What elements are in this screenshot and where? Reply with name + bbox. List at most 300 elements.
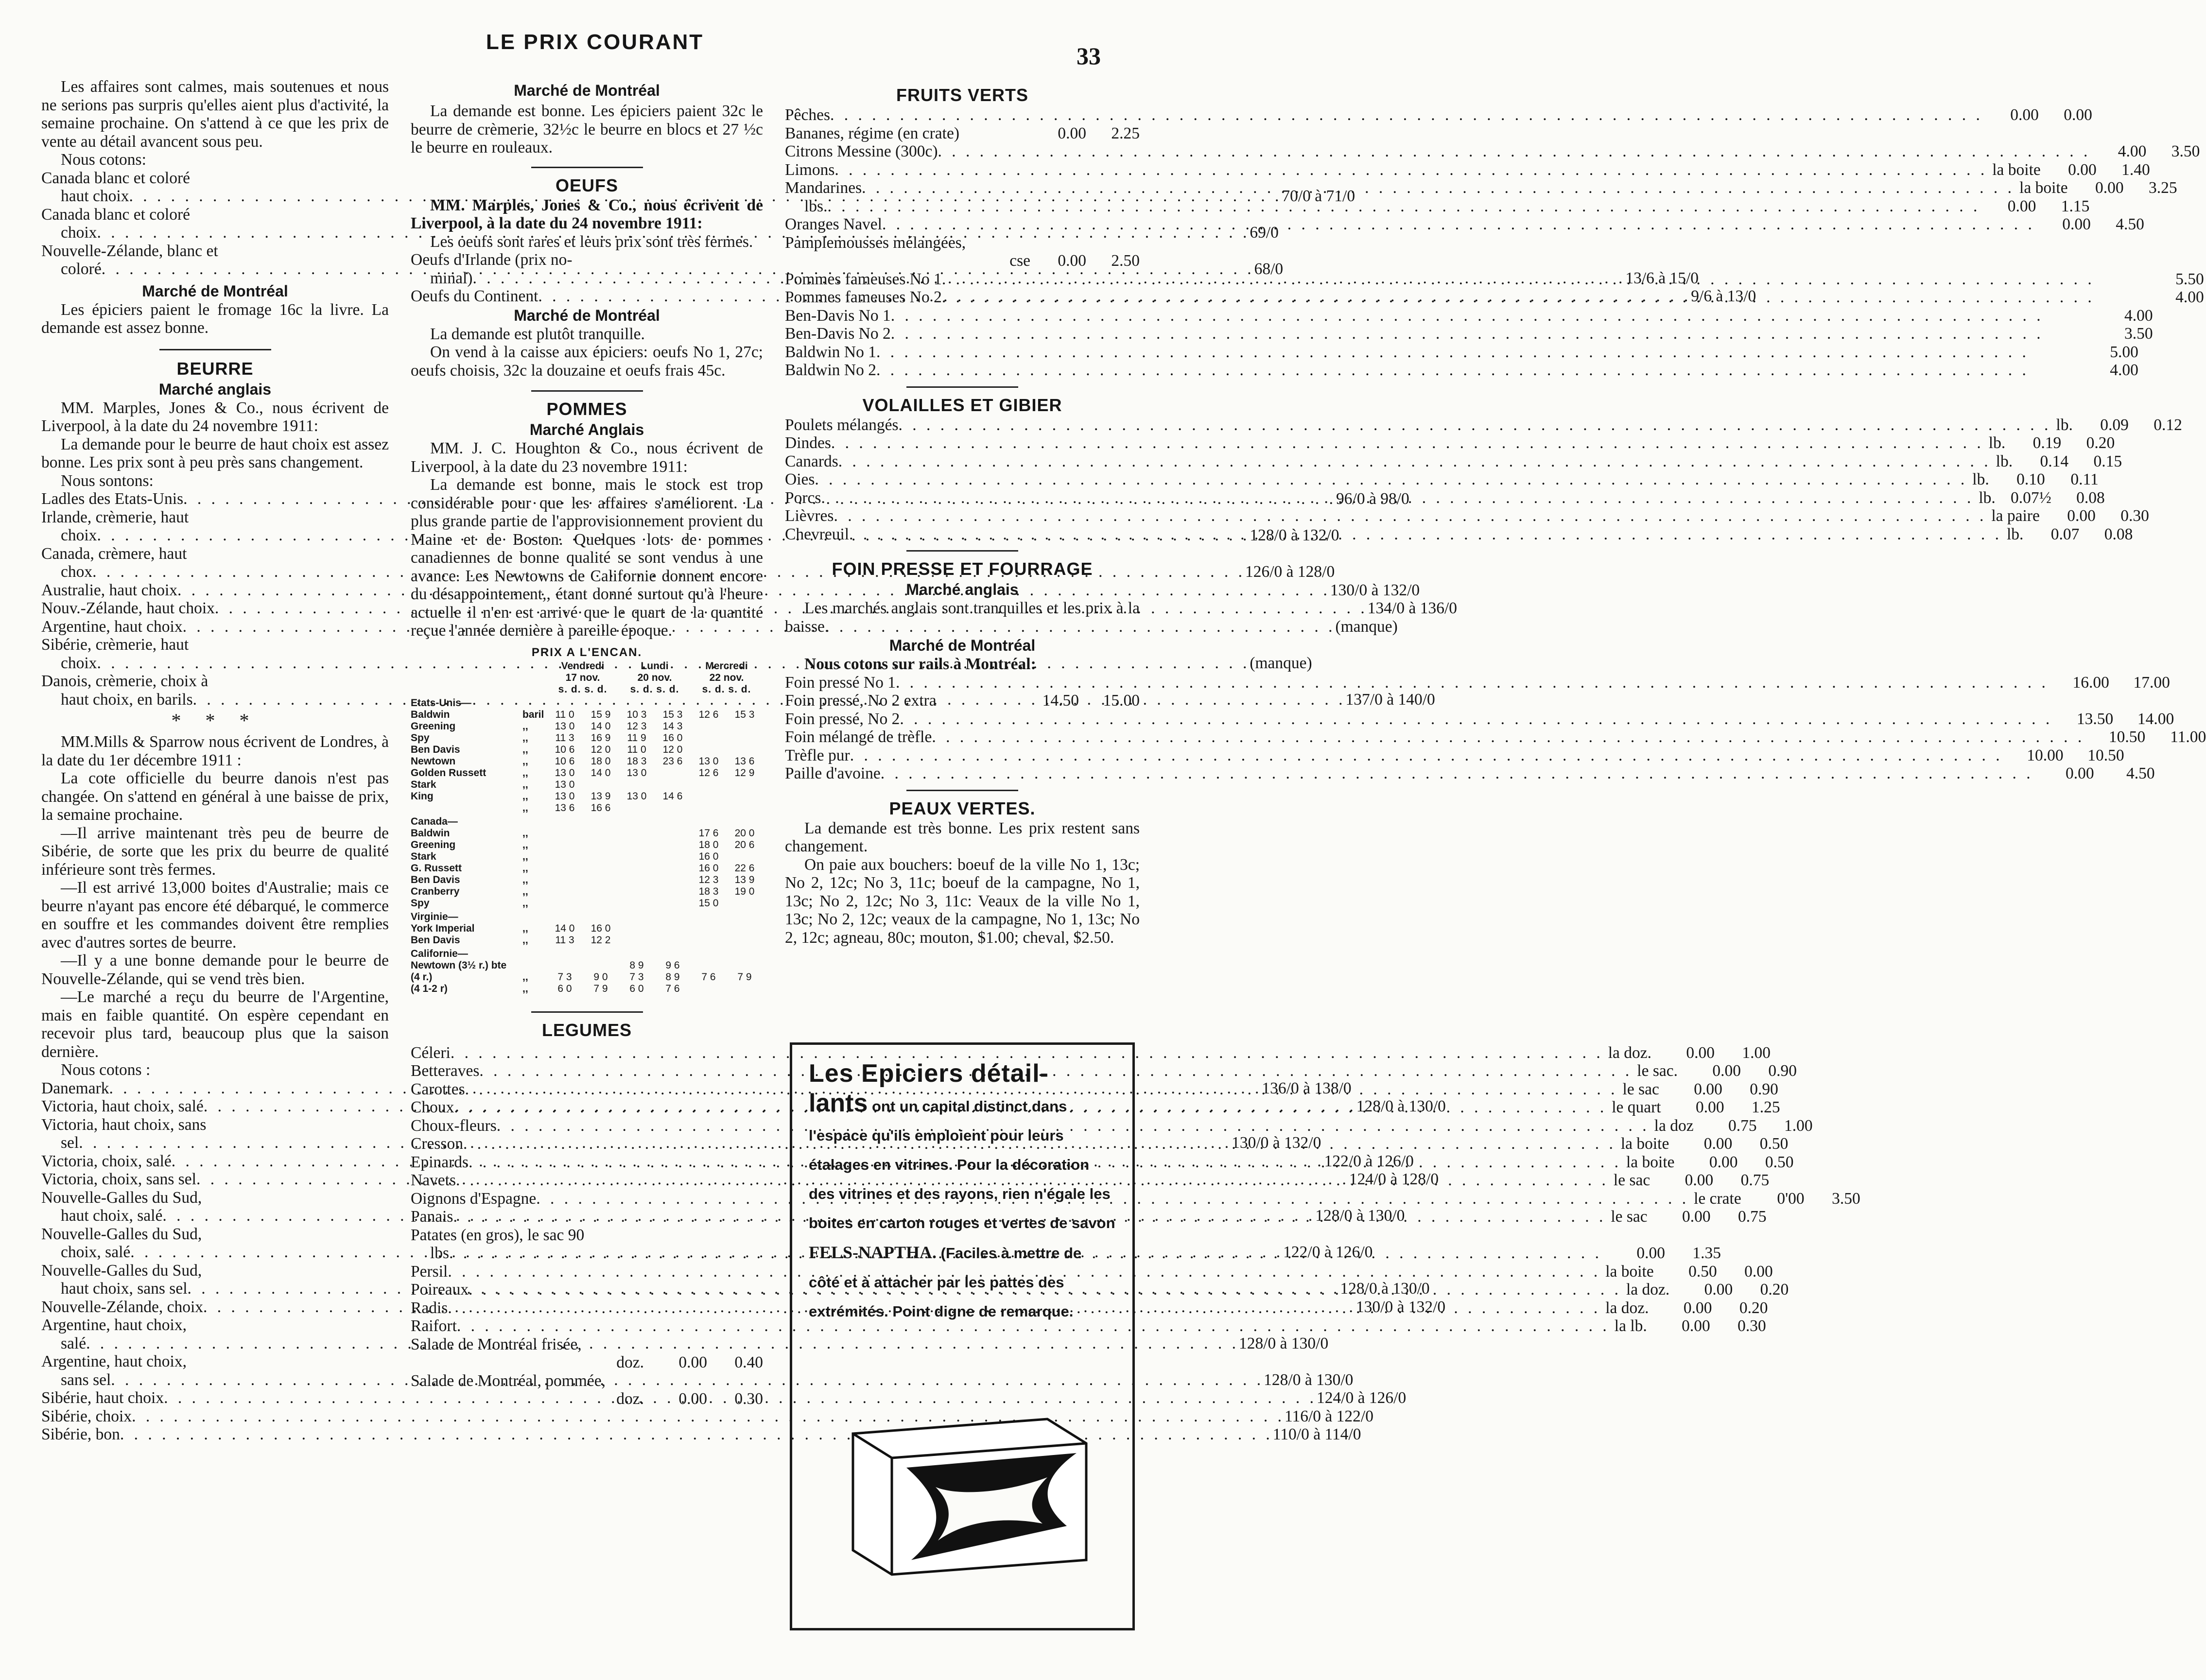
auction-price — [655, 886, 691, 898]
auction-price — [655, 839, 691, 851]
ad-headline-line-1: Les Epiciers détail- — [809, 1059, 1049, 1088]
butter-item-text: salé — [61, 1334, 87, 1352]
legume-item-unit: doz. — [616, 1390, 644, 1408]
legume-item-price-high: 3.50 — [1832, 1189, 1860, 1208]
foin-item-price-high: 4.50 — [2126, 764, 2155, 782]
butter-item-price: 122/0 à 126/0 — [1283, 1243, 1373, 1261]
auction-price — [583, 851, 619, 863]
auction-price — [547, 863, 583, 874]
butter-item-text: chox — [61, 563, 93, 581]
auction-unit-mark: ,, — [522, 767, 528, 779]
legume-item-label: Navets — [411, 1171, 456, 1189]
auction-price — [691, 935, 727, 946]
volaille-item-unit: la paire — [1991, 507, 2040, 525]
auction-price — [655, 802, 691, 814]
fruit-item-label: Baldwin No 2 — [785, 361, 876, 379]
legume-item-label: Persil — [411, 1262, 448, 1281]
auction-day: Mercredi — [705, 660, 748, 672]
auction-day: Vendredi — [561, 660, 605, 672]
legume-item-price-high: 0.40 — [734, 1353, 763, 1371]
auction-row — [411, 802, 763, 814]
legume-item-price-low: 0.00 — [1712, 1062, 1741, 1080]
auction-price: 13 0 — [626, 767, 647, 779]
butter-item-text: Nouvelle-Galles du Sud, — [41, 1225, 202, 1243]
foin-item-label: Foin pressé, No 2 extra — [785, 692, 937, 710]
auction-price: 12 3 — [626, 720, 647, 732]
legume-item-price-high: 0.30 — [734, 1390, 763, 1408]
auction-unit-mark: ,, — [522, 971, 528, 983]
cheese-montreal-heading: Marché de Montréal — [142, 282, 288, 300]
fruit-item-row — [785, 197, 2090, 216]
auction-variety: G. Russett — [411, 862, 462, 874]
legume-item-unit: la doz. — [1608, 1043, 1652, 1062]
fruit-item-label: Baldwin No 1 — [785, 343, 876, 361]
butter-item-text: haut choix, en barils — [61, 690, 193, 709]
auction-price — [655, 923, 691, 935]
legume-item-label: Salade de Montréal frisée, — [411, 1335, 582, 1353]
fruit-item-price-low: 0.00 — [2068, 160, 2097, 179]
volaille-item-row — [785, 470, 2099, 489]
auction-price — [583, 828, 619, 839]
volaille-item-label: Oies — [785, 470, 815, 488]
auction-price — [727, 732, 763, 744]
fruit-item-price-low: 0.00 — [1058, 252, 1086, 270]
auction-price: 13 0 — [698, 755, 719, 767]
auction-price: 16 0 — [698, 862, 719, 874]
eggs-item-price: 13/6 à 15/0 — [1625, 269, 1699, 287]
auction-price: 8 9 — [665, 971, 680, 983]
auction-row — [411, 960, 763, 971]
legume-item-label: Epinards — [411, 1153, 469, 1171]
auction-price: 13 6 — [734, 755, 755, 767]
legume-item-unit: la boite — [1626, 1153, 1675, 1171]
butter-item-text: Sibérie, haut choix — [41, 1389, 164, 1407]
peaux-heading: PEAUX VERTES. — [889, 798, 1036, 818]
butter-item-text: Nouvelle-Galles du Sud, — [41, 1188, 202, 1207]
auction-variety: Stark — [411, 850, 436, 862]
legume-item-price-high: 0.90 — [1768, 1062, 1797, 1080]
foin-cotons: Nous cotons sur rails à Montréal: — [804, 655, 1036, 673]
auction-row — [411, 851, 763, 863]
auction-price: 7 9 — [593, 983, 608, 994]
legume-item-price-low: 0.50 — [1688, 1262, 1717, 1281]
auction-price: 10 6 — [555, 755, 575, 767]
auction-price: 11 0 — [627, 744, 646, 755]
volaille-item-price-high: 0.15 — [2093, 452, 2122, 470]
legume-item-row — [411, 1335, 763, 1354]
butter-item-row — [41, 1425, 1361, 1444]
fruit-item-label: Bananes, régime (en crate) — [785, 124, 959, 142]
auction-date-headers — [411, 672, 763, 684]
legume-item-label: Poireaux — [411, 1281, 469, 1299]
legume-item-label: Cresson — [411, 1135, 463, 1153]
legume-item-unit: la doz. — [1626, 1281, 1670, 1299]
foin-montreal-heading: Marché de Montréal — [889, 637, 1036, 654]
legume-item-row — [411, 1262, 1773, 1281]
fruit-item-row — [785, 142, 2200, 161]
auction-price — [691, 744, 727, 756]
volaille-item-leader — [899, 416, 2051, 434]
butter-item-text: Sibérie, bon — [41, 1425, 120, 1443]
auction-price — [655, 851, 691, 863]
foin-item-price-high: 11.00 — [2170, 728, 2206, 746]
cheese-item-label — [41, 242, 389, 260]
mills-paragraph-2: La cote officielle du beurre danois n'est pas changée. On s'attend en général à une baisse de prix, la semaine prochaine. — [41, 769, 389, 824]
butter-item-text: sans sel — [61, 1370, 111, 1389]
butter-item-text: Australie, haut choix — [41, 581, 178, 599]
fruit-item-price-low: 0.00 — [2062, 215, 2091, 233]
auction-price — [727, 791, 763, 802]
auction-row — [411, 863, 763, 874]
eggs-item-label — [411, 251, 763, 269]
auction-variety: Baldwin — [411, 709, 450, 720]
butter-item-price: 130/0 à 132/0 — [1355, 1298, 1446, 1316]
auction-price — [727, 960, 763, 971]
page-number: 33 — [1077, 42, 1101, 69]
legume-item-unit: le quart — [1612, 1098, 1661, 1116]
auction-price: 13 0 — [626, 790, 647, 802]
auction-price: 6 0 — [557, 983, 572, 994]
auction-unit-mark: ,, — [522, 983, 528, 994]
auction-unit-mark: ,, — [522, 922, 528, 934]
legume-item-price-low: 0.00 — [1636, 1244, 1665, 1262]
cotons-label: Nous cotons: — [61, 151, 146, 169]
fruit-item-price-high: 5.50 — [2175, 270, 2204, 288]
auction-price — [619, 779, 655, 791]
auction-variety: Golden Russett — [411, 767, 486, 779]
auction-day: Lundi — [641, 660, 669, 672]
auction-price: 7 9 — [737, 971, 752, 983]
auction-unit: s. d. s. d. — [558, 683, 608, 695]
auction-unit-mark: ,, — [522, 802, 528, 814]
auction-row — [411, 971, 763, 983]
fruit-item-row — [785, 343, 2138, 362]
cheese-item-text: coloré — [61, 260, 102, 278]
butter-item-label — [41, 545, 389, 563]
auction-row — [411, 898, 763, 909]
auction-price: 11 9 — [627, 732, 646, 744]
section-rule — [906, 790, 1018, 791]
auction-price: 15 3 — [662, 709, 683, 720]
cheese-item-label — [41, 206, 389, 224]
legume-item-price-high: 0.50 — [1765, 1153, 1794, 1171]
auction-price: 13 0 — [555, 779, 575, 790]
auction-variety: Spy — [411, 732, 430, 744]
auction-price: 14 0 — [591, 767, 611, 779]
butter-item-text: Nouvelle-Zélande, choix — [41, 1298, 204, 1316]
auction-price: 14 0 — [591, 720, 611, 732]
soap-box-illustration — [834, 1404, 1096, 1589]
foin-item-price-high: 14.00 — [2137, 710, 2174, 728]
auction-price — [655, 767, 691, 779]
legume-item-price-high: 0.75 — [1740, 1171, 1770, 1189]
legume-item-price-high: 0.90 — [1750, 1080, 1778, 1098]
butter-item-label — [41, 1225, 389, 1244]
fruit-item-label: Limons — [785, 160, 835, 179]
cheese-intro: Les affaires sont calmes, mais soutenues et nous ne serions pas surpris qu'elles aient plus d'activité, la semaine prochaine. On s'attend à ce que les prix de vente au détail avancent sous peu. — [41, 78, 389, 151]
oeufs-montreal-heading: Marché de Montréal — [514, 306, 660, 324]
butter-item-price: 128/0 à 130/0 — [1238, 1334, 1329, 1352]
fruit-item-price-high: 5.00 — [2110, 343, 2138, 361]
fruit-item-leader — [876, 343, 2029, 362]
fruit-item-label: Ben-Davis No 2 — [785, 325, 891, 343]
auction-row — [411, 923, 763, 935]
auction-price: 12 0 — [662, 744, 683, 755]
volaille-item-leader — [821, 489, 1974, 507]
auction-price — [727, 923, 763, 935]
pommes-paragraph-2: La demande est bonne, mais le stock est trop considérable pour que les affaires s'améliorent. La plus grande partie de l'approvisionnement provient du Maine et de Boston. Quelques lots de pommes canadiennes de bonne qualité se sont vendus à une avance. Les Newtowns de Californie donnent encore du désappointement,, étant donné surtout qu'à l'heure actuelle il n'en est arrivé que le quart de la quantité reçue l'année dernière à pareille époque. — [411, 476, 763, 640]
auction-price — [547, 828, 583, 839]
auction-row — [411, 828, 763, 839]
volaille-item-price-high: 0.20 — [2086, 434, 2115, 452]
fruit-item-label: Pommes fameuses No 2 — [785, 288, 942, 306]
legume-item-price-low: 0.00 — [1704, 1281, 1733, 1299]
auction-price: 14 0 — [555, 922, 575, 934]
auction-price: 13 9 — [591, 790, 611, 802]
auction-price — [727, 721, 763, 732]
auction-row — [411, 721, 763, 732]
butter-item-text: Danois, crèmerie, choix à — [41, 672, 208, 690]
butter-item-text: Nouv.-Zélande, haut choix — [41, 599, 215, 617]
auction-price — [727, 898, 763, 909]
cheese-montreal-text: Les épiciers paient le fromage 16c la livre. La demande est assez bonne. — [41, 300, 389, 337]
fruit-item-price-low: 0.00 — [2095, 179, 2124, 197]
auction-variety: Baldwin — [411, 827, 450, 839]
fruit-item-label: Ben-Davis No 1 — [785, 306, 891, 325]
auction-variety: York Imperial — [411, 922, 475, 934]
auction-price — [619, 828, 655, 839]
auction-price: 13 0 — [555, 767, 575, 779]
section-rule — [531, 390, 643, 392]
butter-item-price: 124/0 à 128/0 — [1349, 1170, 1439, 1188]
butter-item-label — [41, 1116, 389, 1134]
auction-price: 11 0 — [555, 709, 574, 720]
fruit-item-label: Citrons Messine (300c) — [785, 142, 938, 160]
beurre-heading: BEURRE — [176, 358, 254, 379]
auction-price: 12 9 — [734, 767, 755, 779]
foin-item-label: Foin pressé No 1 — [785, 673, 896, 692]
fruit-item-price-high: 4.00 — [2175, 288, 2204, 306]
legume-item-unit: la lb. — [1614, 1317, 1647, 1335]
section-stars: * * * — [171, 710, 259, 731]
butter-item-text: choix, salé — [61, 1243, 131, 1261]
legume-item-label: Choux — [411, 1098, 454, 1116]
auction-price: 16 6 — [591, 802, 611, 814]
auction-price — [583, 863, 619, 874]
butter-item-price: 124/0 à 126/0 — [1317, 1389, 1407, 1407]
legume-item-price-low: 0.00 — [678, 1353, 707, 1371]
foin-item-leader — [881, 764, 2033, 783]
auction-unit-mark: ,, — [522, 790, 528, 802]
peaux-paragraph-1: La demande est très bonne. Les prix restent sans changement. — [785, 819, 1140, 855]
fruit-item-price-high: 4.00 — [2124, 306, 2153, 325]
auction-price: 14 6 — [662, 790, 683, 802]
butter-item-price: 96/0 à 98/0 — [1336, 490, 1409, 508]
legume-item-row — [411, 1226, 763, 1245]
legume-item-price-low: 0.00 — [1682, 1208, 1711, 1226]
auction-price: 12 6 — [698, 709, 719, 720]
butter-montreal-text: La demande est bonne. Les épiciers paient 32c le beurre de crèmerie, 32½c le beurre en blocs et 27 ½c le beurre en rouleaux. — [411, 102, 763, 156]
butter-montreal-heading: Marché de Montréal — [514, 82, 660, 99]
auction-unit-mark: ,, — [522, 839, 528, 850]
legume-item-label: Oignons d'Espagne — [411, 1189, 537, 1208]
fruit-item-leader — [942, 270, 2095, 289]
auction-price — [583, 839, 619, 851]
butter-item-price: 128/0 à 132/0 — [1250, 526, 1339, 544]
legume-item-price-low: 0.00 — [1703, 1135, 1733, 1153]
foin-item-label: Foin mélangé de trèfle — [785, 728, 932, 746]
legume-item-label: Céleri — [411, 1043, 451, 1062]
volaille-item-label: Canards — [785, 452, 838, 470]
auction-unit: s. d. s. d. — [702, 683, 751, 695]
legume-item-price-high: 1.35 — [1692, 1244, 1721, 1262]
butter-item-price: 137/0 à 140/0 — [1345, 690, 1435, 709]
mills-paragraph-3: —Il arrive maintenant très peu de beurre de Sibérie, de sorte que les prix du beurre de qualité inférieure sont très fermes. — [41, 824, 389, 879]
volaille-item-unit: lb. — [1988, 434, 2006, 452]
auction-price: 13 6 — [555, 802, 575, 814]
butter-item-price: 136/0 à 138/0 — [1262, 1079, 1352, 1097]
butter-item-text: Sibérie, crèmerie, haut — [41, 636, 189, 654]
auction-price: 9 6 — [665, 959, 680, 971]
auction-row — [411, 744, 763, 756]
legume-item-label: Patates (en gros), le sac 90 — [411, 1226, 585, 1244]
volaille-item-unit: lb. — [2006, 525, 2024, 543]
auction-price — [583, 779, 619, 791]
fruit-item-price-high: 0.00 — [2064, 106, 2092, 124]
foin-anglais-heading: Marché anglais — [906, 581, 1019, 598]
butter-item-text: Ladles des Etats-Unis — [41, 490, 184, 508]
legume-item-price-low: 0.00 — [678, 1390, 707, 1408]
legume-item-label: Betteraves — [411, 1062, 480, 1080]
legume-item-unit: le crate — [1694, 1189, 1741, 1208]
auction-price — [691, 779, 727, 791]
auction-date: 22 nov. — [709, 672, 744, 683]
butter-item-price: 128/0 à 130/0 — [1264, 1370, 1354, 1389]
volailles-heading: VOLAILLES ET GIBIER — [862, 395, 1062, 415]
butter-item-text: Sibérie, choix — [41, 1407, 132, 1425]
auction-price: 12 3 — [698, 874, 719, 885]
butter-item-text: Argentine, haut choix — [41, 617, 183, 636]
auction-row — [411, 839, 763, 851]
fruit-item-unit: la boite — [2019, 179, 2068, 197]
auction-variety: Greening — [411, 839, 456, 850]
volaille-item-price-low: 0.07½ — [2011, 488, 2051, 507]
auction-price: 11 3 — [555, 934, 574, 946]
auction-price: 10 3 — [626, 709, 647, 720]
auction-price: 18 3 — [626, 755, 647, 767]
fruit-item-leader — [827, 197, 1980, 216]
fruit-item-leader — [891, 307, 2044, 325]
auction-price — [583, 886, 619, 898]
legume-item-price-low: 0.00 — [1686, 1043, 1715, 1062]
auction-price: 12 6 — [698, 767, 719, 779]
volaille-item-price-low: 0.07 — [2050, 525, 2080, 543]
auction-price: 16 0 — [662, 732, 683, 744]
auction-unit-mark: ,, — [522, 732, 528, 744]
fruit-item-leader — [830, 106, 1983, 124]
legume-item-label: Carottes — [411, 1080, 465, 1098]
auction-price — [547, 851, 583, 863]
auction-price: 18 3 — [698, 885, 719, 897]
foin-item-row — [785, 728, 2206, 746]
legume-item-label: Radis — [411, 1299, 448, 1317]
legume-item-price-high: 0.30 — [1737, 1317, 1766, 1335]
volaille-item-price-low: 0.10 — [2016, 470, 2045, 488]
legume-item-row — [411, 1317, 1766, 1335]
legume-item-price-high: 0.20 — [1760, 1281, 1789, 1299]
fruit-item-row — [785, 306, 2153, 325]
legume-item-row — [411, 1353, 763, 1372]
auction-price — [727, 744, 763, 756]
volaille-item-leader — [831, 434, 1984, 452]
section-rule — [531, 1011, 643, 1013]
auction-price: 13 9 — [734, 874, 755, 885]
legume-item-price-low: 0.00 — [1685, 1171, 1714, 1189]
auction-price: 8 9 — [629, 959, 644, 971]
legume-item-price-high: 1.00 — [1784, 1116, 1813, 1135]
eggs-item-price: 9/6 à 13/0 — [1691, 287, 1756, 305]
section-rule — [906, 550, 1018, 552]
legume-item-price-low: 0.75 — [1728, 1116, 1757, 1135]
fruit-item-price-low: 0.00 — [2010, 106, 2039, 124]
auction-price — [619, 898, 655, 909]
legume-item-label: Salade de Montréal, pommée, — [411, 1371, 606, 1390]
auction-variety: (4 1-2 r) — [411, 983, 448, 994]
fruit-item-row — [785, 106, 2092, 124]
volaille-item-unit: lb. — [1996, 452, 2013, 470]
fruit-item-leader — [862, 179, 2015, 197]
auction-day-headers — [411, 660, 763, 672]
auction-date: 17 nov. — [565, 672, 600, 683]
auction-price — [583, 898, 619, 909]
auction-price — [691, 721, 727, 732]
butter-item-leader — [193, 691, 1346, 709]
auction-price: 6 0 — [629, 983, 644, 994]
section-rule — [906, 386, 1018, 388]
butter-item-text: Canada, crèmere, haut — [41, 544, 187, 563]
auction-row — [411, 874, 763, 886]
auction-price: 16 9 — [591, 732, 611, 744]
ad-body-text-1: ont un capital distinct dans l'espace qu'ils emploient pour leurs étalages en vitrines. Pour la décoration des vitrines et des rayons, rien n'égale les boites en carton rouges et vertes de savon — [809, 1098, 1115, 1231]
auction-rows — [411, 695, 763, 995]
auction-variety: Spy — [411, 897, 430, 909]
butter-item-text: haut choix, sans sel — [61, 1280, 188, 1298]
foin-item-row — [785, 746, 2124, 765]
legume-item-price-low: 0'00 — [1777, 1189, 1805, 1208]
auction-group: Etats-Unis— — [411, 697, 471, 709]
auction-price: 18 0 — [591, 755, 611, 767]
volaille-item-label: Porcs — [785, 488, 821, 507]
foin-item-leader — [932, 728, 2084, 746]
auction-price — [619, 923, 655, 935]
legume-item-unit: le sac. — [1637, 1062, 1678, 1080]
auction-price: 19 0 — [734, 885, 755, 897]
auction-unit-mark: ,, — [522, 779, 528, 790]
foin-item-price-low: 13.50 — [2076, 710, 2114, 728]
volaille-item-price-low: 0.00 — [2067, 507, 2096, 525]
fruit-item-row — [785, 325, 2153, 343]
fruit-item-leader — [891, 325, 2044, 343]
foin-item-leader — [850, 746, 2003, 765]
butter-item-price: 128/0 à 130/0 — [1356, 1097, 1446, 1115]
auction-price: 12 0 — [591, 744, 611, 755]
fruit-item-price-low: 4.00 — [2118, 142, 2147, 160]
auction-row — [411, 779, 763, 791]
eggs-item-text: minal) — [430, 269, 473, 287]
butter-item-text: Argentine, haut choix, — [41, 1352, 187, 1370]
butter-item-label — [41, 1316, 389, 1334]
oeufs-paragraph-1: MM. Marples, Jones & Co., nous écrivent de Liverpool, à la date du 24 novembre 1911: — [411, 196, 763, 232]
